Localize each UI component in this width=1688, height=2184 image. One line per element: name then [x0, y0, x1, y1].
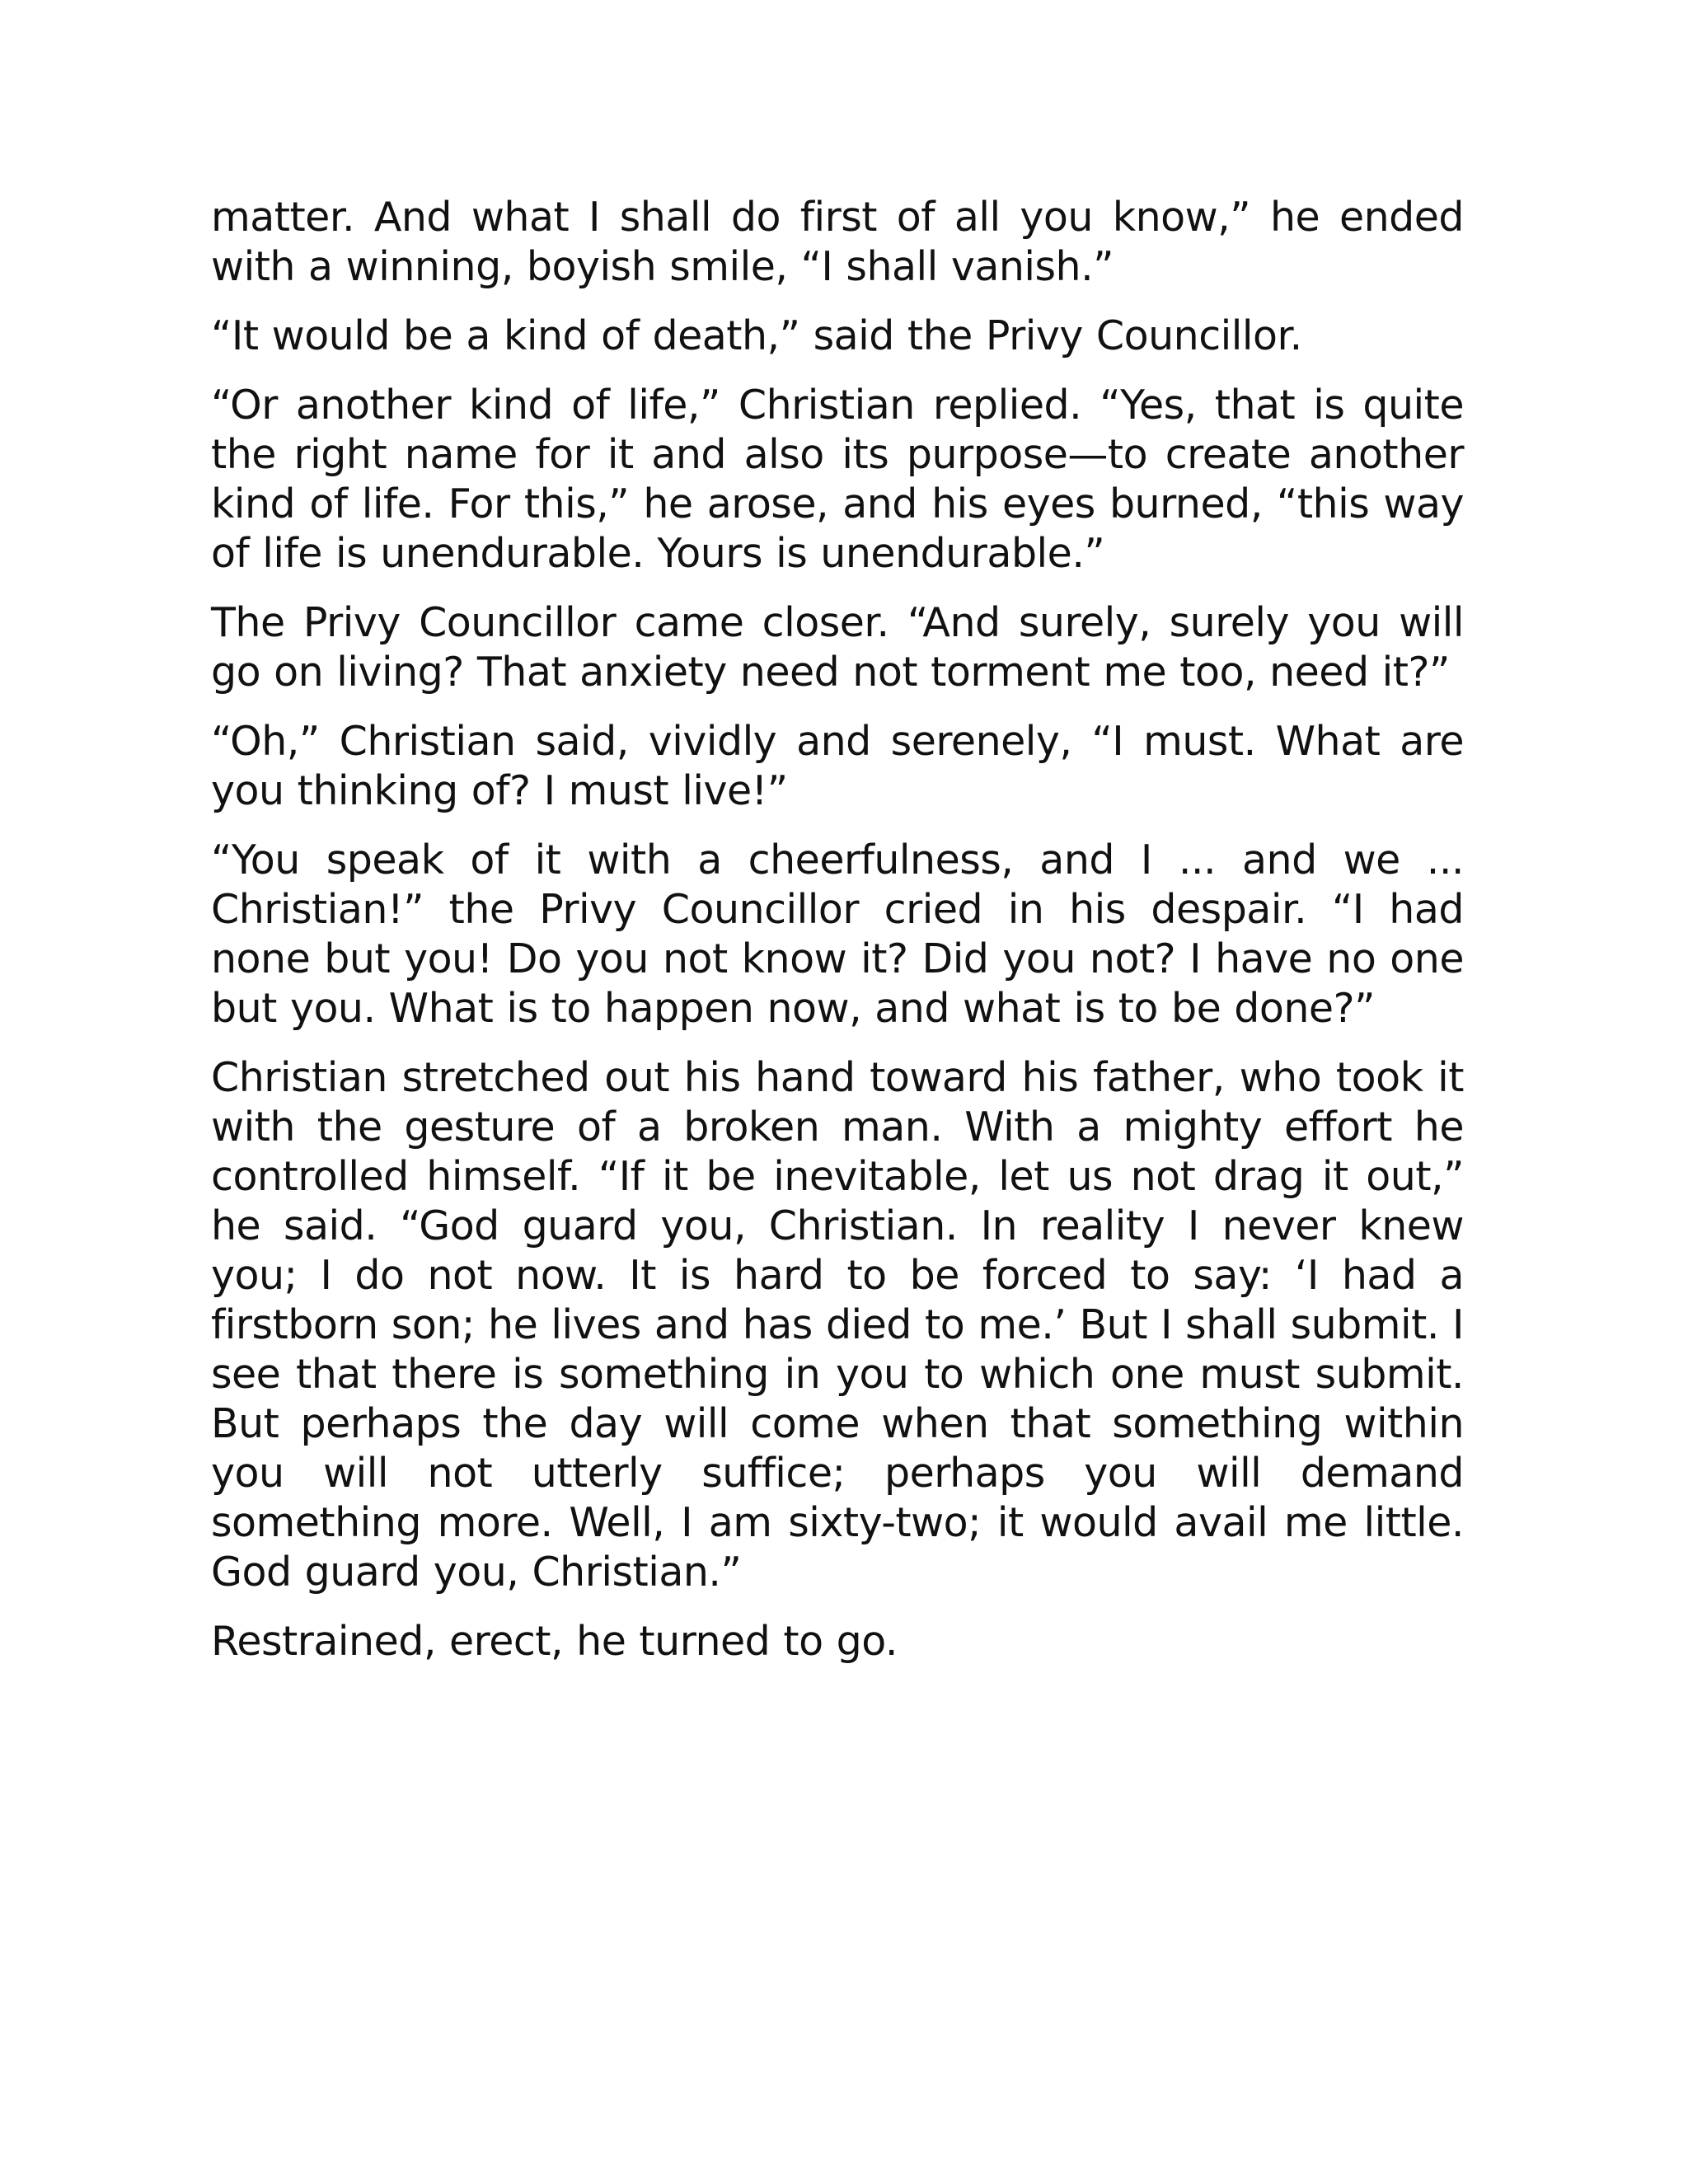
paragraph-8: Restrained, erect, he turned to go. — [211, 1618, 898, 1665]
paragraph-2: “It would be a kind of death,” said the Privy Councillor. — [211, 312, 1302, 359]
body-text — [211, 193, 1464, 1686]
paragraph-5: “Oh,” Christian said, vividly and serenely, “I must. What are you thinking of? I must live!” — [211, 718, 1464, 814]
paragraph-6: “You speak of it with a cheerfulness, and I ... and we ... Christian!” the Privy Councillor cried in his despair. “I had none but you! Do you not know it? Did you not? I have no one but you. What is to happen now, and what is to be done?” — [211, 837, 1464, 1032]
paragraph-1: matter. And what I shall do first of all you know,” he ended with a winning, boyish smile, “I shall vanish.” — [211, 194, 1464, 290]
paragraph-7: Christian stretched out his hand toward his father, who took it with the gesture of a broken man. With a mighty effort he controlled himself. “If it be inevitable, let us not drag it out,” he said. “God guard you, Christian. In reality I never knew you; I do not now. It is hard to be forced to say: ‘I had a firstborn son; he lives and has died to me.’ But I shall submit. I see that there is something in you to which one must submit. But perhaps the day will come when that something within you will not utterly suffice; perhaps you will demand something more. Well, I am sixty-two; it would avail me little. God guard you, Christian.” — [211, 1054, 1464, 1596]
paragraph-3: “Or another kind of life,” Christian replied. “Yes, that is quite the right name for it and also its purpose—to create another kind of life. For this,” he arose, and his eyes burned, “this way of life is unendurable. Yours is unendurable.” — [211, 382, 1464, 577]
paragraph-4: The Privy Councillor came closer. “And surely, surely you will go on living? That anxiety need not torment me too, need it?” — [211, 599, 1464, 696]
